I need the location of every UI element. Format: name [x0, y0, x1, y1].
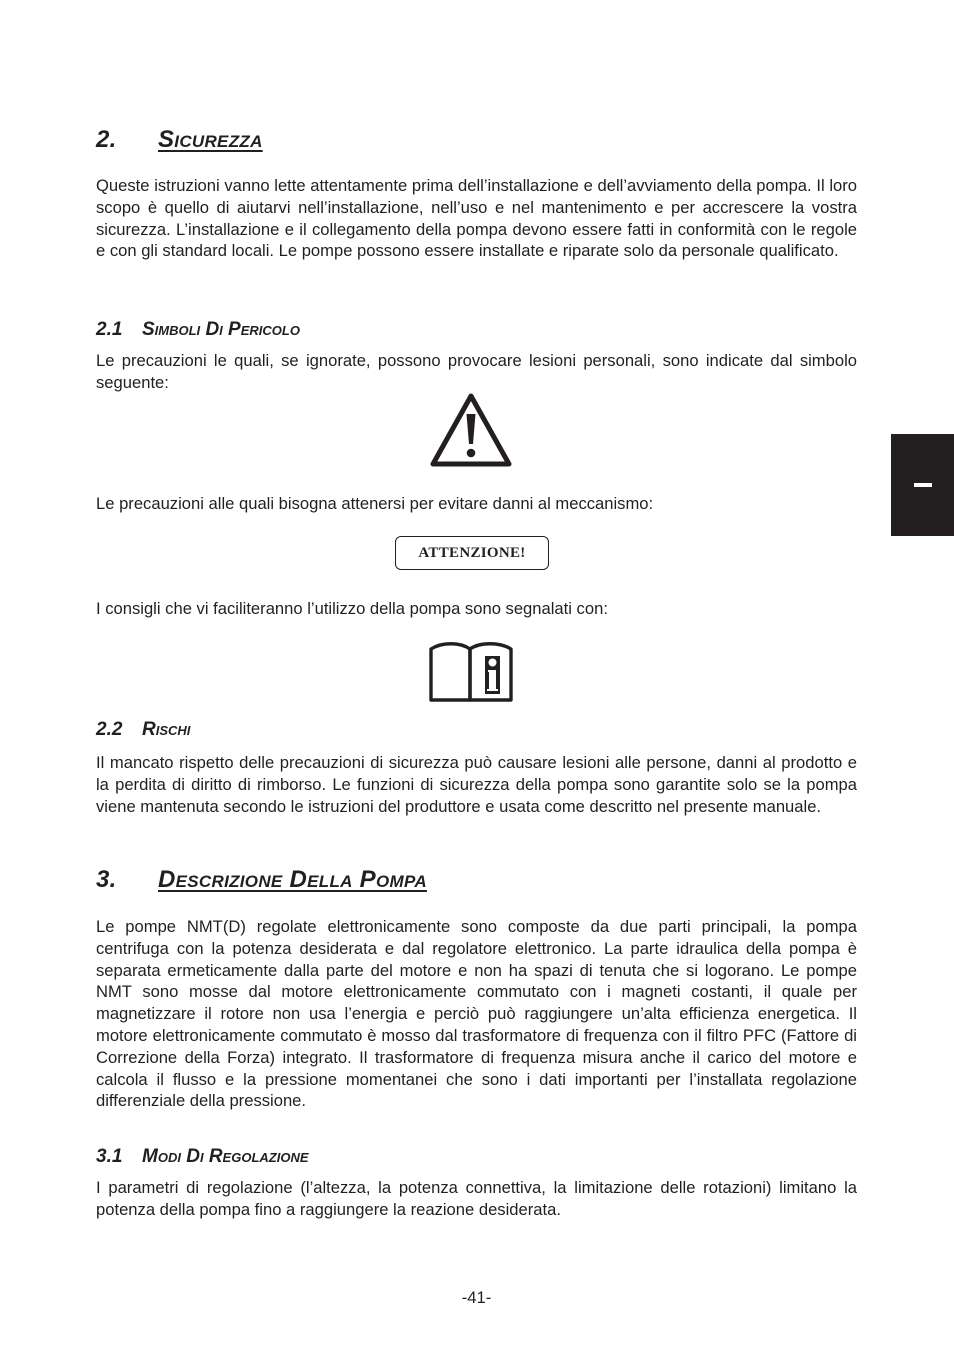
- heading-section-3: [96, 866, 427, 894]
- section-side-tab: [891, 434, 954, 536]
- heading-number: 3.1: [96, 1146, 123, 1167]
- heading-number: 2.1: [96, 319, 123, 340]
- heading-number: 2.: [96, 126, 117, 153]
- section-3-1-text: I parametri di regolazione (l’altezza, la potenza connettiva, la limitazione delle rotazioni) limitano la potenza della pompa fino a raggiungere la reazione desiderata.: [96, 1178, 857, 1219]
- heading-title: Rischi: [142, 719, 191, 740]
- tips-intro-text: I consigli che vi faciliteranno l’utilizzo della pompa sono segnalati con:: [96, 599, 608, 618]
- heading-section-3-1: [96, 1146, 309, 1168]
- section-2-2-text: Il mancato rispetto delle precauzioni di sicurezza può causare lesioni alle persone, danni al prodotto e la perdita di diritto di rimborso. Le funzioni di sicurezza della pompa sono garantite solo se la pompa viene mantenuta secondo le istruzioni del produttore e usata come descritto nel presente manuale.: [96, 753, 857, 816]
- heading-title: Sicurezza: [158, 126, 263, 153]
- attention-label-box: ATTENZIONE!: [395, 536, 549, 570]
- heading-section-2: [96, 126, 263, 154]
- warning-triangle-icon: [429, 392, 513, 468]
- heading-section-2-2: [96, 719, 190, 741]
- side-tab-dash: [914, 483, 932, 487]
- heading-number: 2.2: [96, 719, 123, 740]
- heading-section-2-1: [96, 319, 300, 341]
- info-book-icon: [428, 640, 514, 704]
- heading-title: Descrizione Della Pompa: [158, 866, 427, 893]
- damage-intro-text: Le precauzioni alle quali bisogna attenersi per evitare danni al meccanismo:: [96, 494, 654, 513]
- heading-number: 3.: [96, 866, 117, 893]
- hazard-intro-text: Le precauzioni le quali, se ignorate, possono provocare lesioni personali, sono indicate dal simbolo seguente:: [96, 351, 857, 392]
- section-3-text: Le pompe NMT(D) regolate elettronicamente sono composte da due parti principali, la pompa centrifuga con la potenza desiderata e dal regolatore elettronico. La parte idraulica della pompa è separata ermeticamente dalla parte del motore e non ha spazi di tenuta che si logorano. Le pompe NMT sono mosse dal motore elettronicamente commutato con i magneti costanti, il quale per magnetizzare il rotore non usa l’energia e perciò può raggiungere un’alta efficienza energetica. Il motore elettronicamente commutato è mosso dal trasformatore di frequenza con il filtro PFC (Fattore di Correzione della Forza) integrato. Il trasformatore di frequenza misura anche il carico del motore e calcola il flusso e la pressione momentanei che sono i dati importanti per l’installata regolazione differenziale della pressione.: [96, 917, 857, 1111]
- heading-title: Modi Di Regolazione: [142, 1146, 309, 1167]
- heading-title: Simboli Di Pericolo: [142, 319, 300, 340]
- page-number: -41-: [461, 1288, 492, 1307]
- section-2-intro: Queste istruzioni vanno lette attentamente prima dell’installazione e dell’avviamento della pompa. Il loro scopo è quello di aiutarvi nell’installazione, nell’uso e nel mantenimento e per accrescere la vostra sicurezza. L’installazione e il collegamento della pompa devono essere fatti in conformità con le regole e con gli standard locali. Le pompe possono essere installate e riparate solo da personale qualificato.: [96, 176, 857, 261]
